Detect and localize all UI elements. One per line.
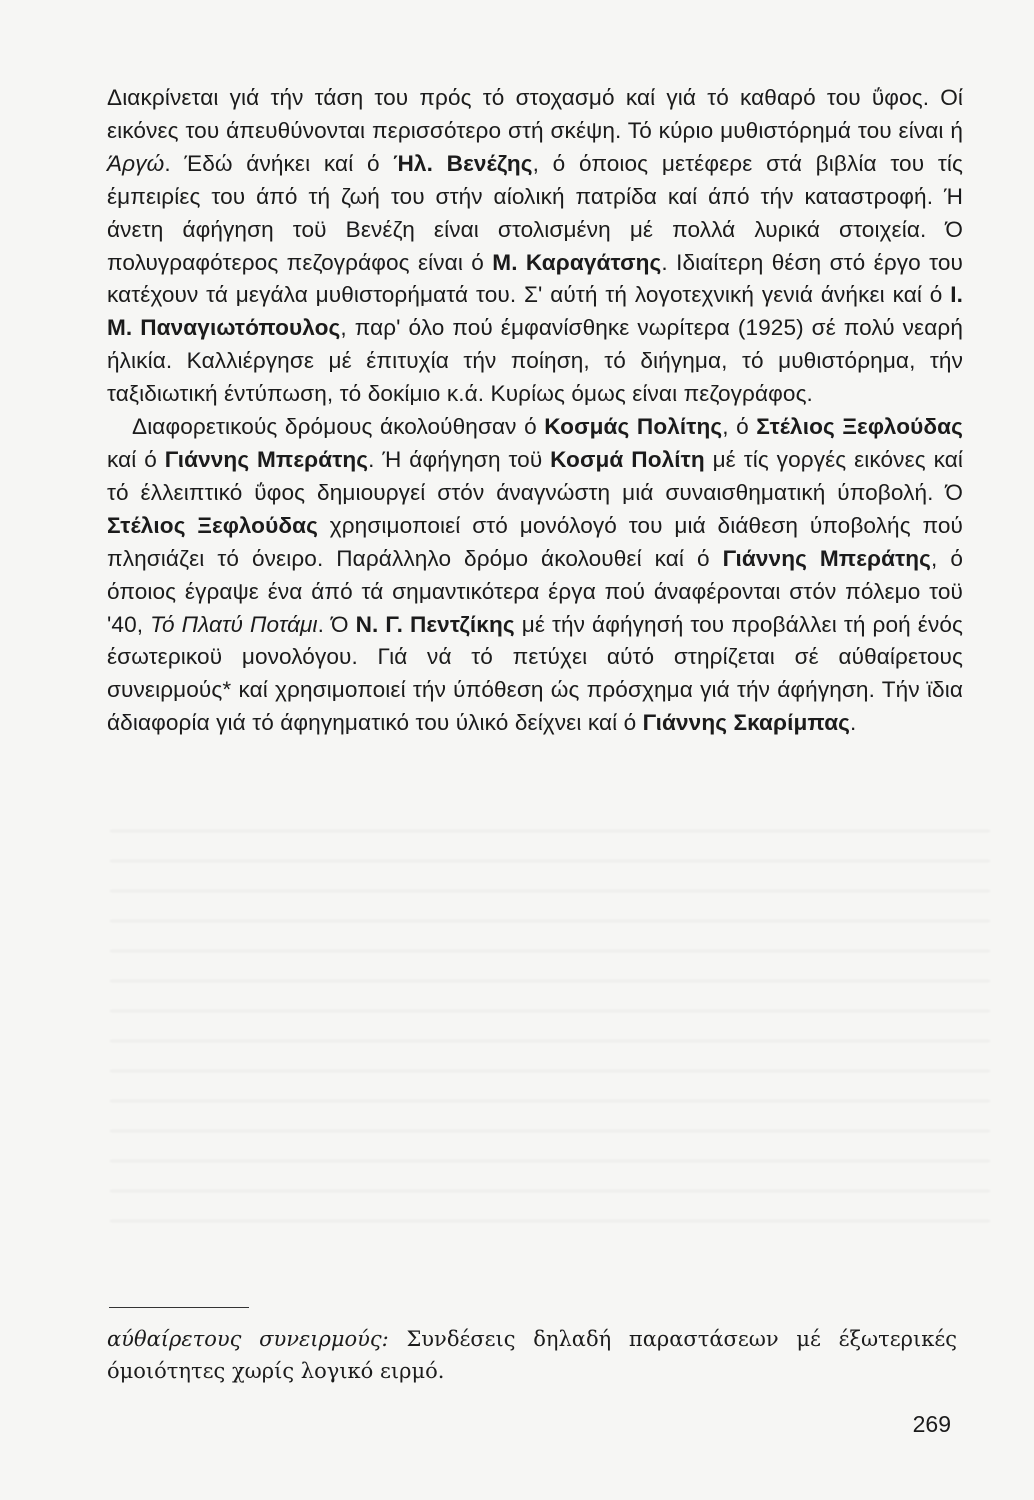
text-run: μέ τήν άφήγησή του προβάλλει τή ροή ένός έσωτερικοϋ μονολόγου. Γιά νά τό πετύχει αύτό στηρίζεται σέ αύθαίρετους συνειρμούς* καί χρησιμοποιεί τήν ύπόθεση ώς πρόσχημα γιά τήν άφήγηση. Τήν ϊδια άδιαφορία γιά τό άφηγηματικό του ύλικό δείχνει καί ό — [107, 611, 963, 736]
main-body-text — [107, 82, 963, 740]
author-beratis: Γιάννης Μπεράτης — [722, 545, 932, 571]
text-run: . — [850, 710, 857, 736]
author-karagatsis: Μ. Καραγάτσης — [492, 249, 662, 275]
text-run: , παρ' όλο πού έμφανίσθηκε νωρίτερα (1925) σέ πολύ νεαρή ήλικία. Καλλιέργησε μέ έπιτυχία τήν ποίηση, τό διήγημα, τό μυθιστόρημα, τήν ταξιδιωτική έντύπωση, τό δοκίμιο κ.ά. Κυρίως όμως είναι πεζογράφος. — [107, 315, 963, 407]
author-xefloudas: Στέλιος Ξεφλούδας — [107, 512, 318, 538]
text-run: . Ή άφήγηση τοϋ — [368, 446, 551, 472]
footnote-divider — [109, 1307, 249, 1308]
author-beratis: Γιάννης Μπεράτης — [164, 446, 369, 472]
text-run: . Ό — [317, 611, 356, 637]
page-number: 269 — [912, 1411, 951, 1437]
author-kosma-politi: Κοσμά Πολίτη — [550, 446, 705, 472]
text-run: . Ιδιαίτερη θέση στό έργο του κατέχουν τά μεγάλα μυθιστορήματά του. Σ' αύτή τή λογοτεχνική γενιά άνήκει καί ό — [107, 249, 963, 308]
paragraph-1 — [107, 82, 963, 411]
text-run: , ό όποιος μετέφερε στά βιβλία του τίς έμπειρίες του άπό τή ζωή του στήν αίολική πατρίδα καί άπό τήν καταστροφή. Ή άνετη άφήγηση τοϋ Βενέζη είναι στολισμένη μέ πολλά λυρικά στοιχεία. Ό πολυγραφότερος πεζογράφος είναι ό — [107, 150, 963, 275]
author-kosmas-politis: Κοσμάς Πολίτης — [544, 414, 723, 440]
text-run: καί ό — [107, 446, 165, 472]
author-venezis: Ήλ. Βενέζης — [393, 150, 533, 176]
author-skarimpas: Γιάννης Σκαρίμπας — [642, 710, 851, 736]
novel-title-argo: Άργώ — [107, 150, 165, 176]
text-run: , ό όποιος έγραψε ένα άπό τά σημαντικότερα έργα πού άναφέρονται στόν πόλεμο τοϋ '40, — [107, 545, 964, 637]
text-run: , ό — [722, 414, 757, 440]
footnote-term: αύθαίρετους συνειρμούς: — [107, 1327, 389, 1351]
author-panagiotopoulos: Ι. Μ. Παναγιωτόπουλος — [107, 282, 963, 341]
paragraph-2 — [107, 411, 963, 740]
bleed-through-text-shadow — [110, 830, 990, 1240]
footnote-definition: Συνδέσεις δηλαδή παραστάσεων μέ έξωτερικές όμοιότητες χωρίς λογικό ειρμό. — [107, 1327, 957, 1383]
text-run: Διαφορετικούς δρόμους άκολούθησαν ό — [132, 414, 545, 440]
footnote — [107, 1323, 957, 1387]
text-run: Διακρίνεται γιά τήν τάση του πρός τό στοχασμό καί γιά τό καθαρό του ΰφος. Οί εικόνες του άπευθύνονται περισσότερο στή σκέψη. Τό κύριο μυθιστόρημά του είναι ή — [107, 85, 963, 143]
text-run: χρησιμοποιεί στό μονόλογό του μιά διάθεση ύποβολής πού πλησιάζει τό όνειρο. Παράλληλο δρόμο άκολουθεί καί ό — [107, 512, 963, 571]
text-run: . Έδώ άνήκει καί ό — [164, 150, 394, 176]
author-pentzikis: Ν. Γ. Πεντζίκης — [355, 611, 515, 637]
author-xefloudas: Στέλιος Ξεφλούδας — [756, 414, 963, 440]
text-run: μέ τίς γοργές εικόνες καί τό έλλειπτικό ΰφος δημιουργεί στόν άναγνώστη μιά συναισθηματική ύποβολή. Ό — [107, 446, 963, 505]
novel-title-platy-potami: Τό Πλατύ Ποτάμι — [150, 611, 318, 637]
